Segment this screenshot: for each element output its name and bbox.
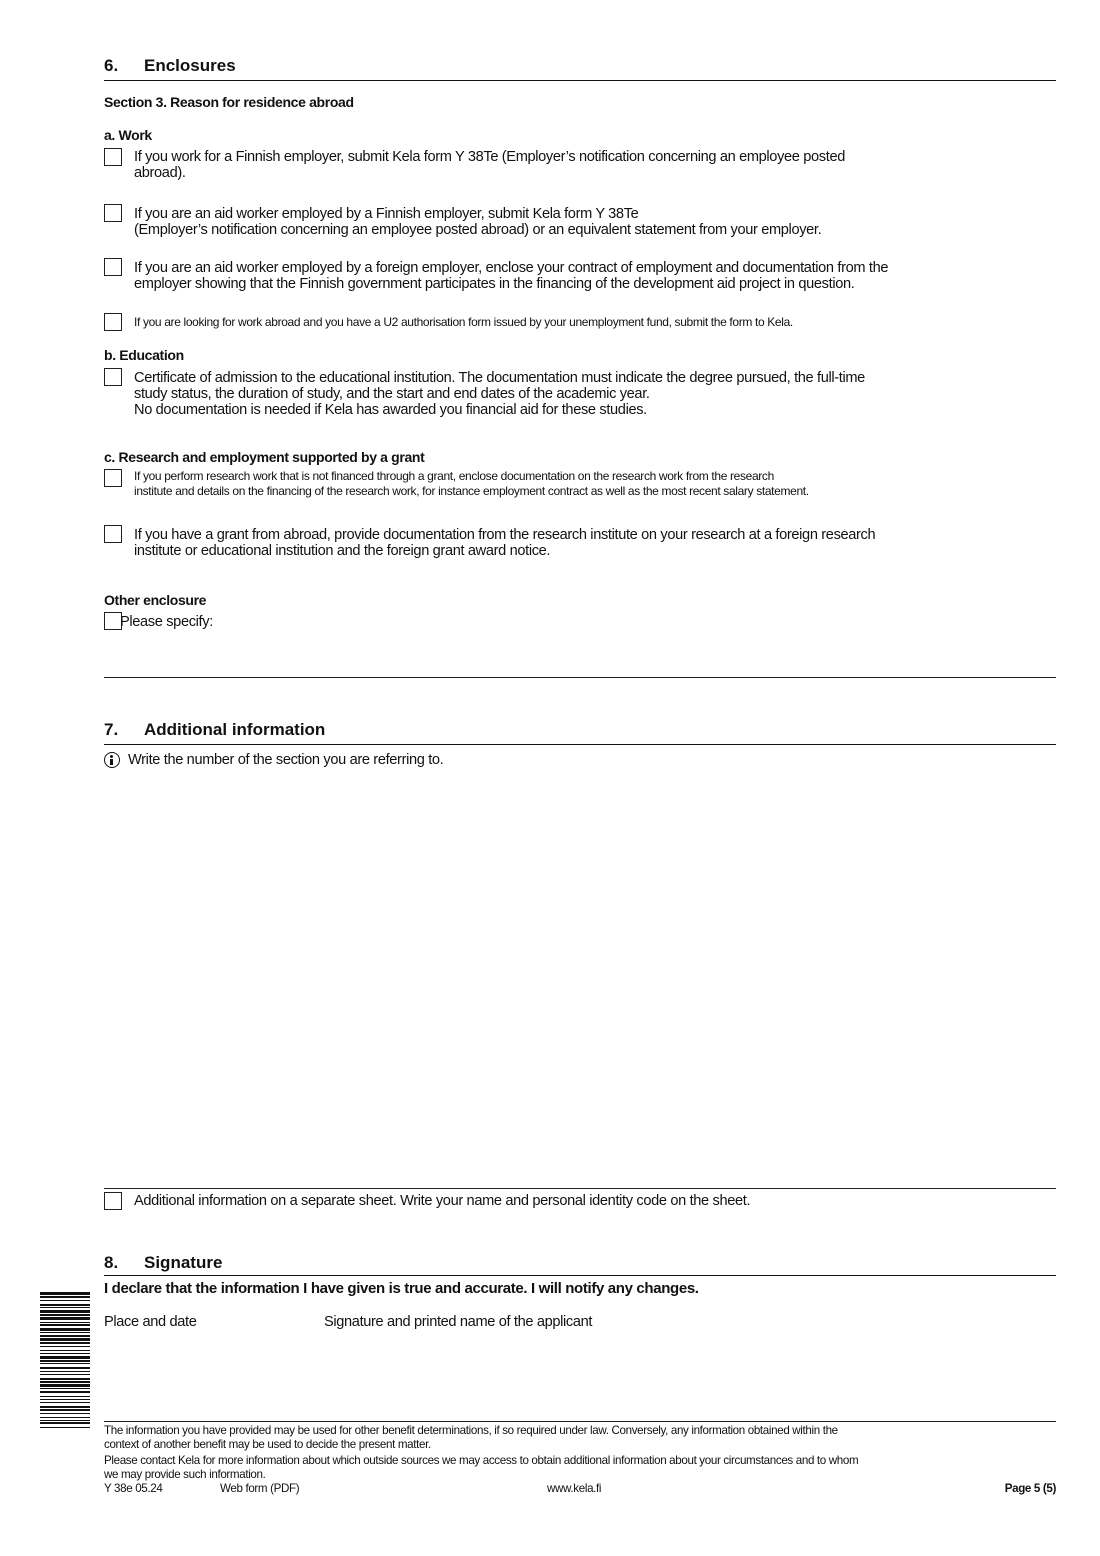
- section-6-title: Enclosures: [144, 56, 236, 75]
- barcode-stripe: [40, 1350, 90, 1351]
- section-8-number: 8.: [104, 1253, 119, 1272]
- other-enclosure-heading: Other enclosure: [104, 592, 207, 608]
- barcode-stripe: [40, 1422, 90, 1424]
- section-8-title: Signature: [144, 1253, 223, 1272]
- barcode-stripe: [40, 1363, 90, 1364]
- barcode-stripe: [40, 1356, 90, 1359]
- education-text: Certificate of admission to the educational institution. The documentation must indicate the degree pursued, the full-time study status, the duration of study, and the start and end dates of the academic year. No documentation is needed if Kela has awarded you financial aid for these studies.: [134, 370, 865, 418]
- barcode-stripe: [40, 1342, 90, 1344]
- barcode-stripe: [40, 1384, 90, 1387]
- barcode-stripe: [40, 1399, 90, 1400]
- barcode-stripe: [40, 1427, 90, 1428]
- barcode-stripe: [40, 1360, 90, 1362]
- barcode-stripe: [40, 1346, 90, 1347]
- footer-note-1: The information you have provided may be used for other benefit determinations, if so required under law. Conversely, any information obtained within the context of another benefit may be used to decide the present matter.: [104, 1424, 838, 1451]
- barcode-stripe: [40, 1371, 90, 1372]
- barcode-stripe: [40, 1338, 90, 1341]
- barcode-stripe: [40, 1378, 90, 1380]
- barcode-stripe: [40, 1381, 90, 1383]
- barcode: [40, 1292, 90, 1520]
- barcode-stripe: [40, 1322, 90, 1323]
- barcode-stripe: [40, 1332, 90, 1333]
- research-grant-abroad-checkbox[interactable]: [104, 525, 122, 543]
- barcode-stripe: [40, 1353, 90, 1354]
- barcode-stripe: [40, 1304, 90, 1306]
- work-aid-finnish-checkbox[interactable]: [104, 204, 122, 222]
- section-7-number: 7.: [104, 720, 119, 739]
- signature-label: Signature and printed name of the applicant: [324, 1314, 593, 1330]
- work-aid-finnish-text: If you are an aid worker employed by a Finnish employer, submit Kela form Y 38Te (Employer’s notification concerning an employee posted abroad) or an equivalent statement from your employer.: [134, 206, 822, 238]
- section-6-number: 6.: [104, 56, 119, 75]
- section-6-header: [104, 56, 1056, 81]
- section-7-header: [104, 720, 1056, 745]
- barcode-stripe: [40, 1402, 90, 1403]
- work-aid-foreign-text: If you are an aid worker employed by a foreign employer, enclose your contract of employment and documentation from the employer showing that the Finnish government participates in the financing of the development aid project in question.: [134, 260, 889, 292]
- barcode-stripe: [40, 1314, 90, 1316]
- barcode-stripe: [40, 1292, 90, 1295]
- research-not-grant-checkbox[interactable]: [104, 469, 122, 487]
- place-date-label: Place and date: [104, 1314, 197, 1330]
- declaration-text: I declare that the information I have given is true and accurate. I will notify any changes.: [104, 1280, 699, 1297]
- barcode-stripe: [40, 1300, 90, 1301]
- work-aid-foreign-checkbox[interactable]: [104, 258, 122, 276]
- research-heading: c. Research and employment supported by a grant: [104, 449, 425, 465]
- form-type: Web form (PDF): [220, 1482, 300, 1495]
- work-finnish-employer-checkbox[interactable]: [104, 148, 122, 166]
- barcode-stripe: [40, 1310, 90, 1313]
- education-heading: b. Education: [104, 347, 184, 363]
- section-7-title: Additional information: [144, 720, 326, 739]
- barcode-stripe: [40, 1391, 90, 1393]
- footer-rule: [104, 1421, 1056, 1422]
- barcode-stripe: [40, 1420, 90, 1421]
- section-3-heading: Section 3. Reason for residence abroad: [104, 94, 354, 110]
- barcode-stripe: [40, 1307, 90, 1308]
- barcode-stripe: [40, 1374, 90, 1375]
- other-enclosure-label: Please specify:: [120, 614, 213, 630]
- additional-info-textarea[interactable]: [104, 772, 1056, 1186]
- info-note: Write the number of the section you are referring to.: [128, 752, 444, 768]
- additional-info-bottom-rule: [104, 1188, 1056, 1189]
- section-8-header: [104, 1253, 1056, 1276]
- research-grant-abroad-text: If you have a grant from abroad, provide documentation from the research institute on your research at a foreign research institute or educational institution and the foreign grant award notice.: [134, 527, 876, 559]
- form-code: Y 38e 05.24: [104, 1482, 163, 1495]
- signature-field[interactable]: [324, 1334, 1056, 1418]
- barcode-stripe: [40, 1317, 90, 1320]
- research-not-grant-text: If you perform research work that is not financed through a grant, enclose documentation on the research work from the research institute and details on the financing of the research work, for instance employment contract as well as the most recent salary statement.: [134, 469, 809, 498]
- page-number: Page 5 (5): [1004, 1482, 1056, 1495]
- barcode-stripe: [40, 1335, 90, 1337]
- barcode-stripe: [40, 1328, 90, 1331]
- education-checkbox[interactable]: [104, 368, 122, 386]
- separate-sheet-checkbox[interactable]: [104, 1192, 122, 1210]
- barcode-stripe: [40, 1409, 90, 1411]
- barcode-stripe: [40, 1388, 90, 1389]
- work-looking-checkbox[interactable]: [104, 313, 122, 331]
- place-date-field[interactable]: [104, 1334, 314, 1418]
- barcode-stripe: [40, 1324, 90, 1326]
- footer-note-2: Please contact Kela for more information about which outside sources we may access to obtain additional information about your circumstances and to whom we may provide such information.: [104, 1454, 859, 1481]
- work-looking-text: If you are looking for work abroad and you have a U2 authorisation form issued by your unemployment fund, submit the form to Kela.: [134, 315, 793, 329]
- barcode-stripe: [40, 1296, 90, 1298]
- work-finnish-employer-text: If you work for a Finnish employer, submit Kela form Y 38Te (Employer’s notification concerning an employee posted abroad).: [134, 149, 845, 181]
- other-enclosure-field[interactable]: [104, 677, 1056, 678]
- barcode-stripe: [40, 1417, 90, 1418]
- website: www.kela.fi: [547, 1482, 602, 1495]
- barcode-stripe: [40, 1406, 90, 1408]
- separate-sheet-text: Additional information on a separate sheet. Write your name and personal identity code on the sheet.: [134, 1193, 751, 1209]
- work-heading: a. Work: [104, 127, 152, 143]
- barcode-stripe: [40, 1413, 90, 1414]
- info-icon: [104, 752, 120, 768]
- barcode-stripe: [40, 1367, 90, 1369]
- barcode-stripe: [40, 1396, 90, 1397]
